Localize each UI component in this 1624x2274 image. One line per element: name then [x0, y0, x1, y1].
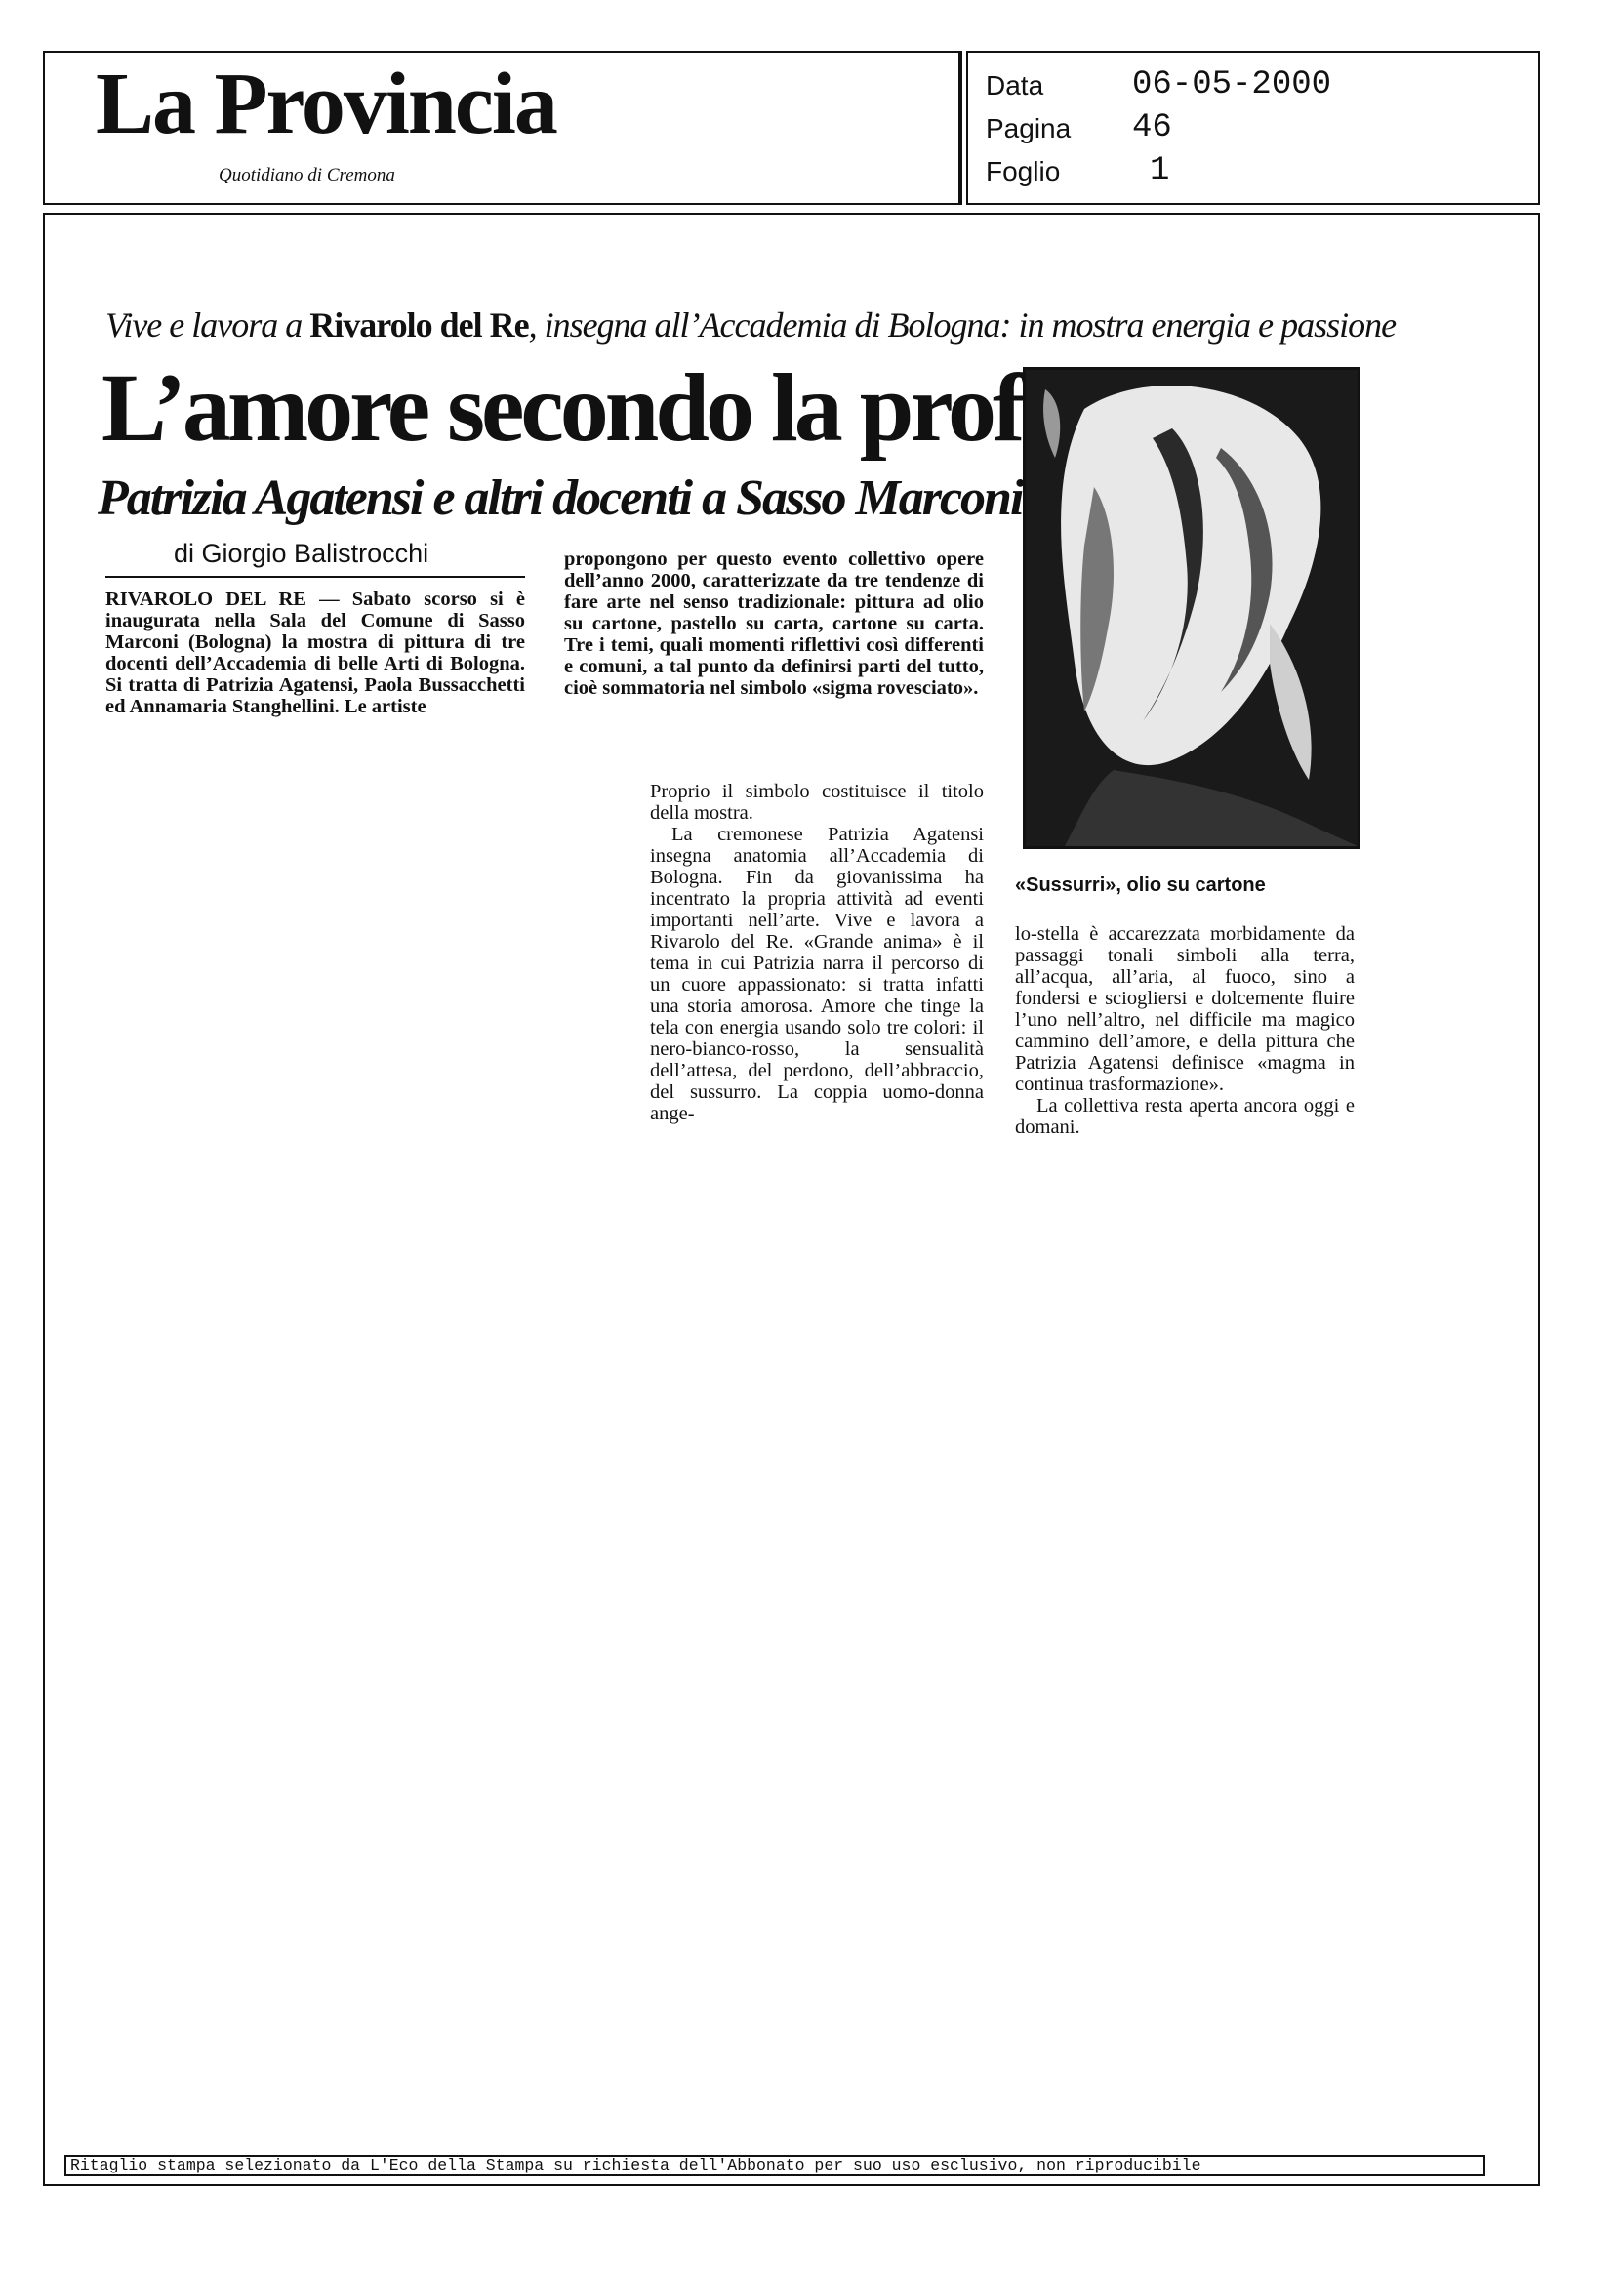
foglio-label: Foglio	[986, 156, 1061, 186]
article-column-1	[105, 589, 525, 717]
column-2-text: propongono per questo evento collettivo opere dell’anno 2000, caratterizzate da tre tendenze di fare arte nel senso tradizionale: pittura ad olio su cartone, pastello su carta, cartone su carta. Tre i temi, quali momenti riflettivi così differenti e comuni, a tal punto da definirsi parti del tutto, cioè sommatoria nel simbolo «sigma rovesciato».	[564, 548, 984, 699]
article-column-3	[650, 781, 984, 1124]
article-subhead: Patrizia Agatensi e altri docenti a Sasso Marconi	[98, 470, 1023, 526]
painting-image	[1026, 370, 1358, 846]
clipping-notice: Ritaglio stampa selezionato da L'Eco della Stampa su richiesta dell'Abbonato per suo uso esclusivo, non riproducibile	[64, 2155, 1485, 2176]
column-3-paragraph-1: Proprio il simbolo costituisce il titolo della mostra.	[650, 781, 984, 824]
artwork-photo	[1023, 367, 1360, 849]
column-4-paragraph-1: lo-stella è accarezzata morbidamente da passaggi tonali simboli alla terra, all’acqua, all’aria, al fuoco, sino a fondersi e sciogliersi e dolcemente fluire l’uno nell’altro, nel difficile ma magico cammino dell’amore, e della pittura che Patrizia Agatensi definisce «magma in continua trasformazione».	[1015, 923, 1355, 1095]
article-headline: L’amore secondo la prof	[102, 353, 1022, 462]
data-value: 06-05-2000	[1132, 66, 1332, 103]
byline-rule	[105, 576, 525, 578]
article-column-4	[1015, 923, 1355, 1138]
column-3-paragraph-2: La cremonese Patrizia Agatensi insegna anatomia all’Accademia di Bologna. Fin da giovanissima ha incentrato la propria attività ad eventi importanti nell’arte. Vive e lavora a Rivarolo del Re. «Grande anima» è il tema in cui Patrizia narra il percorso di un cuore appassionato: si tratta infatti una storia amorosa. Amore che tinge la tela con energia usando solo tre colori: il nero-bianco-rosso, la sensualità dell’attesa, del perdono, dell’abbraccio, del sussurro. La coppia uomo-donna ange-	[650, 824, 984, 1124]
newspaper-subtitle: Quotidiano di Cremona	[219, 165, 395, 185]
foglio-value: 1	[1150, 152, 1170, 189]
masthead-box	[43, 51, 960, 205]
data-label: Data	[986, 70, 1044, 101]
column-4-paragraph-2: La collettiva resta aperta ancora oggi e domani.	[1015, 1095, 1355, 1138]
column-1-text: RIVAROLO DEL RE — Sabato scorso si è inaugurata nella Sala del Comune di Sasso Marconi (Bologna) la mostra di pittura di tre docenti dell’Accademia di belle Arti di Bologna. Si tratta di Patrizia Agatensi, Paola Bussacchetti ed Annamaria Stanghellini. Le artiste	[105, 589, 525, 717]
article-kicker: Vive e lavora a Rivarolo del Re, insegna all’Accademia di Bologna: in mostra energia e passione	[105, 305, 1397, 345]
pagina-value: 46	[1132, 109, 1172, 146]
photo-caption: «Sussurri», olio su cartone	[1015, 874, 1266, 896]
meta-box	[966, 51, 1540, 205]
article-byline: di Giorgio Balistrocchi	[174, 539, 429, 568]
pagina-label: Pagina	[986, 113, 1072, 143]
newspaper-masthead: La Provincia	[96, 56, 556, 152]
article-column-2	[564, 548, 984, 699]
